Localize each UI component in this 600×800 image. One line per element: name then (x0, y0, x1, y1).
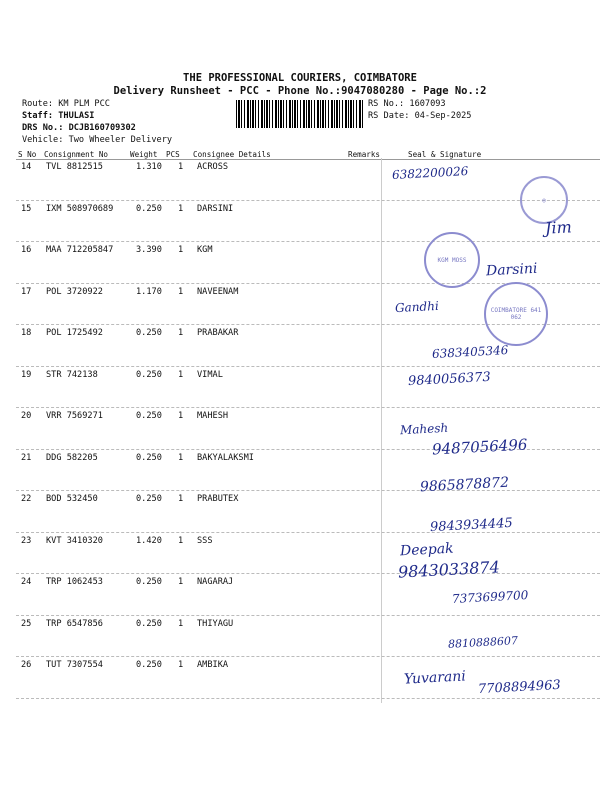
drs-no: DRS No.: DCJB160709302 (22, 123, 136, 133)
row-sno: 24 (21, 577, 32, 587)
row-consignment-no: POL 1725492 (46, 328, 103, 338)
row-weight: 1.420 (136, 535, 162, 546)
sig-phone-21: 9865878872 (419, 474, 510, 496)
sig-phone-25: 8810888607 (447, 634, 519, 651)
row-sno: 19 (21, 369, 32, 380)
row-weight: 0.250 (136, 203, 162, 214)
sig-phone-23: 9843033874 (397, 557, 501, 582)
col-weight: Weight (130, 150, 158, 159)
row-consignee: VIMAL (197, 369, 223, 380)
row-weight: 0.250 (136, 328, 162, 338)
row-sno: 17 (21, 286, 32, 297)
kgm-stamp-text: KGM MOSS (437, 256, 467, 264)
sig-mahesh: Mahesh (399, 420, 449, 438)
row-divider (16, 615, 600, 616)
sig-phone-26: 7708894963 (477, 677, 562, 698)
row-sno: 18 (21, 328, 32, 338)
row-consignment-no: VRR 7569271 (46, 411, 103, 421)
row-divider (16, 490, 600, 491)
row-divider (16, 698, 600, 699)
row-consignment-no: KVT 3410320 (46, 535, 103, 546)
row-consignee: DARSINI (197, 203, 234, 214)
row-sno: 26 (21, 660, 32, 670)
company-title: THE PROFESSIONAL COURIERS, COIMBATORE (183, 72, 417, 84)
runsheet-subtitle: Delivery Runsheet - PCC - Phone No.:9047080280 - Page No.:2 (113, 85, 487, 97)
col-pcs: PCS (166, 150, 180, 159)
row-pcs: 1 (178, 245, 184, 255)
sig-jim: Jim (544, 217, 573, 238)
row-consignee: ACROSS (197, 162, 229, 172)
row-divider (16, 532, 600, 533)
col-consignment: Consignment No (44, 150, 109, 159)
row-consignment-no: BOD 532450 (46, 494, 98, 504)
row-weight: 0.250 (136, 411, 162, 421)
row-pcs: 1 (178, 203, 184, 214)
row-consignment-no: TRP 1062453 (46, 577, 103, 587)
header-rule (16, 159, 600, 160)
row-weight: 0.250 (136, 618, 162, 629)
row-consignment-no: TVL 8812515 (46, 162, 103, 172)
row-consignee: NAVEENAM (197, 286, 239, 297)
row-consignment-no: IXM 508970689 (46, 203, 114, 214)
row-divider (16, 241, 600, 242)
row-pcs: 1 (178, 535, 184, 546)
row-pcs: 1 (178, 369, 184, 380)
row-consignee: AMBIKA (197, 660, 229, 670)
row-sno: 14 (21, 162, 32, 172)
row-sno: 21 (21, 452, 32, 463)
row-divider (16, 573, 600, 574)
row-weight: 0.250 (136, 452, 162, 463)
sig-phone-22: 9843934445 (429, 515, 514, 536)
col-sno: S No (18, 150, 37, 159)
sig-yuvarani: Yuvarani (403, 668, 467, 688)
row-consignment-no: DDG 582205 (46, 452, 98, 463)
row-consignment-no: TRP 6547856 (46, 618, 103, 629)
row-weight: 1.310 (136, 162, 162, 172)
row-consignment-no: POL 3720922 (46, 286, 103, 297)
sig-phone-20: 9487056496 (431, 435, 528, 459)
row-divider (16, 366, 600, 367)
seal-stamp: ◎ (520, 176, 568, 224)
meta-left (22, 98, 172, 146)
row-sno: 22 (21, 494, 32, 504)
row-weight: 0.250 (136, 577, 162, 587)
row-pcs: 1 (178, 452, 184, 463)
row-pcs: 1 (178, 328, 184, 338)
rs-no: RS No.: 1607093 (368, 99, 446, 109)
col-remarks: Remarks (348, 150, 381, 159)
coimbatore-stamp (484, 282, 548, 346)
sig-deepak: Deepak (399, 540, 454, 560)
row-sno: 25 (21, 618, 32, 629)
row-consignee: KGM (197, 245, 213, 255)
row-consignment-no: MAA 712205847 (46, 245, 114, 255)
row-pcs: 1 (178, 286, 184, 297)
vehicle: Vehicle: Two Wheeler Delivery (22, 135, 173, 145)
row-divider (16, 200, 600, 201)
row-pcs: 1 (178, 411, 184, 421)
sig-phone-19: 9840056373 (407, 369, 492, 390)
row-pcs: 1 (178, 618, 184, 629)
row-consignee: MAHESH (197, 411, 229, 421)
row-consignee: SSS (197, 535, 213, 546)
route: Route: KM PLM PCC (22, 99, 110, 109)
row-sno: 23 (21, 535, 32, 546)
row-consignee: PRABUTEX (197, 494, 239, 504)
col-consignee: Consignee Details (193, 150, 271, 159)
row-weight: 0.250 (136, 660, 162, 670)
row-consignee: THIYAGU (197, 618, 234, 629)
sig-phone-14: 6382200026 (391, 164, 469, 182)
meta-right (368, 98, 471, 122)
row-sno: 15 (21, 203, 32, 214)
row-consignee: PRABAKAR (197, 328, 239, 338)
row-consignee: NAGARAJ (197, 577, 234, 587)
row-divider (16, 656, 600, 657)
sig-phone-18: 6383405346 (431, 343, 509, 361)
remarks-divider (381, 158, 382, 703)
row-consignment-no: STR 742138 (46, 369, 98, 380)
row-pcs: 1 (178, 494, 184, 504)
coimbatore-stamp-text: COIMBATORE 641 062 (490, 307, 542, 321)
row-weight: 0.250 (136, 494, 162, 504)
row-pcs: 1 (178, 660, 184, 670)
row-pcs: 1 (178, 162, 184, 172)
rs-date: RS Date: 04-Sep-2025 (368, 111, 472, 121)
row-pcs: 1 (178, 577, 184, 587)
row-weight: 1.170 (136, 286, 162, 297)
row-weight: 0.250 (136, 369, 162, 380)
sig-gandhi: Gandhi (394, 298, 440, 316)
row-sno: 16 (21, 245, 32, 255)
row-consignee: BAKYALAKSMI (197, 452, 254, 463)
row-consignment-no: TUT 7307554 (46, 660, 103, 670)
row-sno: 20 (21, 411, 32, 421)
kgm-stamp (424, 232, 480, 288)
staff: Staff: THULASI (22, 111, 95, 121)
row-divider (16, 407, 600, 408)
row-weight: 3.390 (136, 245, 162, 255)
barcode (236, 100, 364, 128)
sig-phone-24: 7373699700 (451, 588, 529, 606)
sig-darsini: Darsini (485, 260, 538, 280)
col-seal-signature: Seal & Signature (408, 150, 482, 159)
